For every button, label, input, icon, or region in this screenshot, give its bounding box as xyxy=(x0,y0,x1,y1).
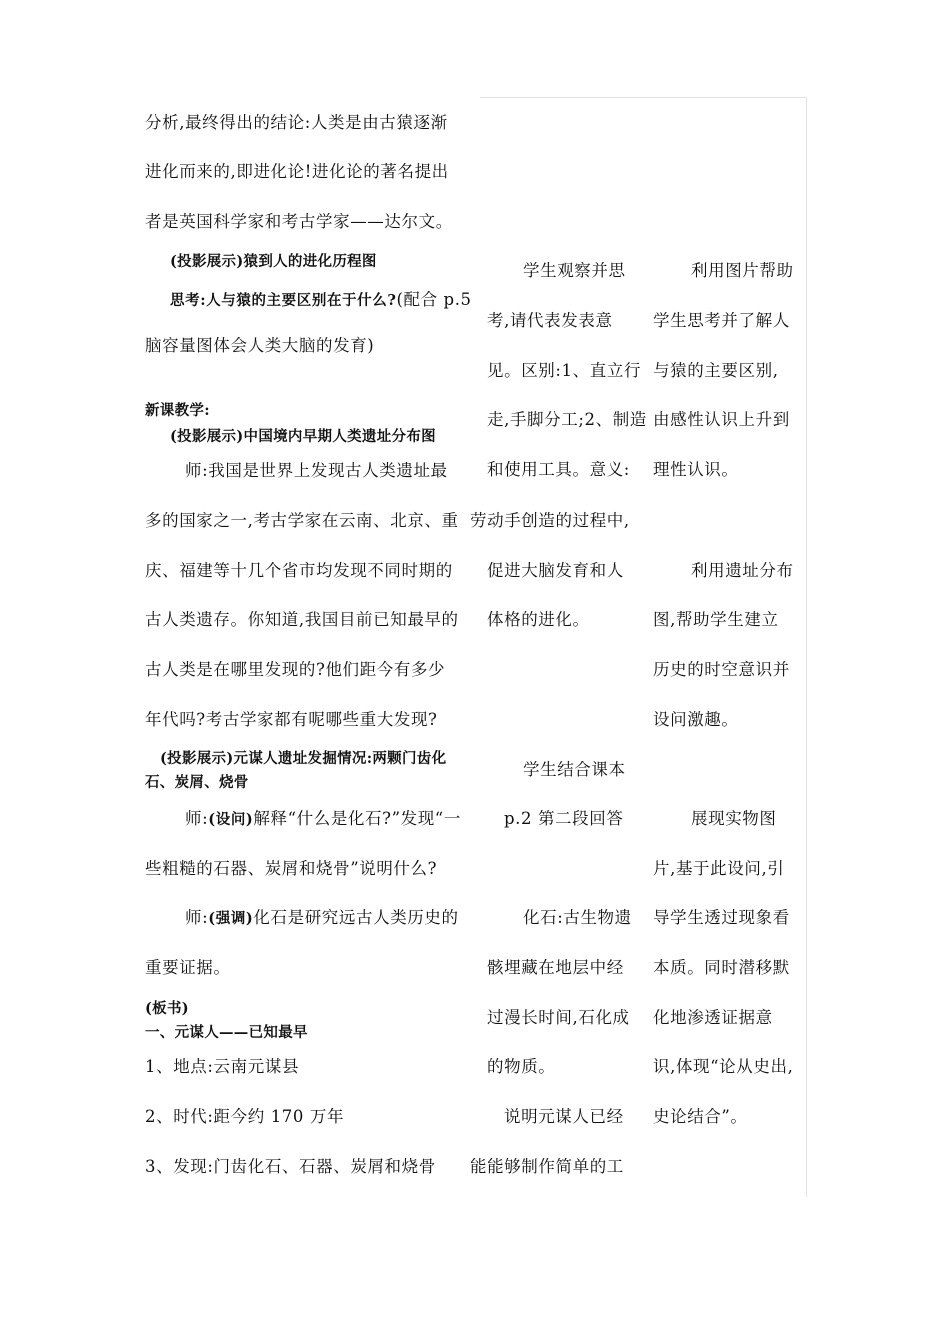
right-line-7: 图,帮助学生建立 xyxy=(653,610,779,629)
mid-line-15: 说明元谋人已经 xyxy=(504,1107,624,1126)
mid-line-16: 能能够制作简单的工 xyxy=(470,1157,624,1176)
left-line-2: 进化而来的,即进化论!进化论的著名提出 xyxy=(145,162,449,181)
right-line-11: 片,基于此设问,引 xyxy=(653,859,785,878)
right-line-5: 理性认识。 xyxy=(653,460,739,479)
right-line-12: 导学生透过现象看 xyxy=(653,908,790,927)
mid-line-14: 的物质。 xyxy=(487,1057,556,1076)
mid-line-8: 体格的进化。 xyxy=(487,610,590,629)
right-line-15: 识,体现“论从史出, xyxy=(653,1057,794,1076)
think-question xyxy=(170,289,472,312)
right-line-9: 设问激趣。 xyxy=(653,710,739,729)
left-line-1: 分析,最终得出的结论:人类是由古猿逐渐 xyxy=(145,113,448,132)
teacher-question-2: 些粗糙的石器、炭屑和烧骨”说明什么? xyxy=(145,859,438,878)
board-item-era: 2、时代:距今约 170 万年 xyxy=(145,1107,345,1126)
left-line-3: 者是英国科学家和考古学家——达尔文。 xyxy=(145,212,453,231)
question-text: 解释“什么是化石?”发现“一 xyxy=(253,809,461,828)
think-label: 思考:人与猿的主要区别在于什么? xyxy=(170,292,397,309)
right-line-2: 学生思考并了解人 xyxy=(653,311,790,330)
teacher-prefix: 师: xyxy=(185,809,209,828)
mid-line-11: 化石:古生物遗 xyxy=(523,908,632,927)
projection-yuanmou-heading: (投影展示)元谋人遗址发掘情况:两颗门齿化 xyxy=(160,750,447,767)
think-line-2: 脑容量图体会人类大脑的发育) xyxy=(145,336,375,355)
projection-evolution-heading: (投影展示)猿到人的进化历程图 xyxy=(170,253,377,270)
right-line-3: 与猿的主要区别, xyxy=(653,361,779,380)
mid-line-6: 劳动手创造的过程中, xyxy=(470,511,630,530)
mid-line-5: 和使用工具。意义: xyxy=(487,460,630,479)
table-top-border xyxy=(480,97,806,98)
teacher-line-6: 年代吗?考古学家都有呢哪些重大发现? xyxy=(145,710,438,729)
mid-line-10: p.2 第二段回答 xyxy=(504,809,624,828)
right-line-8: 历史的时空意识并 xyxy=(653,660,790,679)
mid-line-13: 过漫长时间,石化成 xyxy=(487,1008,630,1027)
teacher-emphasis xyxy=(185,907,459,930)
right-line-1: 利用图片帮助 xyxy=(691,261,794,280)
mid-line-7: 促进大脑发育和人 xyxy=(487,561,624,580)
right-line-4: 由感性认识上升到 xyxy=(653,410,790,429)
table-right-border xyxy=(806,97,807,1197)
board-heading: (板书) xyxy=(145,1000,189,1017)
right-line-13: 本质。同时潜移默 xyxy=(653,958,790,977)
teacher-line-4: 古人类遗存。你知道,我国目前已知最早的 xyxy=(145,610,459,629)
right-line-14: 化地渗透证据意 xyxy=(653,1008,773,1027)
right-line-6: 利用遗址分布 xyxy=(691,561,794,580)
mid-line-9: 学生结合课本 xyxy=(523,760,626,779)
mid-line-12: 骸埋藏在地层中经 xyxy=(487,958,624,977)
projection-yuanmou-heading-2: 石、炭屑、烧骨 xyxy=(145,774,249,791)
right-line-16: 史论结合”。 xyxy=(653,1107,748,1126)
board-item-findings: 3、发现:门齿化石、石器、炭屑和烧骨 xyxy=(145,1157,436,1176)
teacher-emphasis-2: 重要证据。 xyxy=(145,958,231,977)
board-item-location: 1、地点:云南元谋县 xyxy=(145,1057,300,1076)
teacher-line-2: 多的国家之一,考古学家在云南、北京、重 xyxy=(145,511,459,530)
board-title: 一、元谋人——已知最早 xyxy=(145,1024,308,1041)
right-line-10: 展现实物图 xyxy=(691,809,777,828)
teacher-line-5: 古人类是在哪里发现的?他们距今有多少 xyxy=(145,660,446,679)
think-tail: (配合 p.5 xyxy=(396,290,472,309)
mid-line-4: 走,手脚分工;2、制造 xyxy=(487,410,647,429)
mid-line-1: 学生观察并思 xyxy=(523,261,626,280)
emphasis-label: (强调) xyxy=(208,910,254,927)
teacher-line-3: 庆、福建等十几个省市均发现不同时期的 xyxy=(145,561,453,580)
projection-sites-heading: (投影展示)中国境内早期人类遗址分布图 xyxy=(170,428,436,445)
mid-line-3: 见。区别:1、直立行 xyxy=(487,361,642,380)
mid-line-2: 考,请代表发表意 xyxy=(487,311,613,330)
teacher-line-1: 师:我国是世界上发现古人类遗址最 xyxy=(185,461,448,480)
teacher-question xyxy=(185,808,461,831)
emphasis-text: 化石是研究远古人类历史的 xyxy=(253,908,459,927)
new-lesson-heading: 新课教学: xyxy=(145,402,210,419)
question-label: (设问) xyxy=(208,811,254,828)
teacher-prefix: 师: xyxy=(185,908,209,927)
